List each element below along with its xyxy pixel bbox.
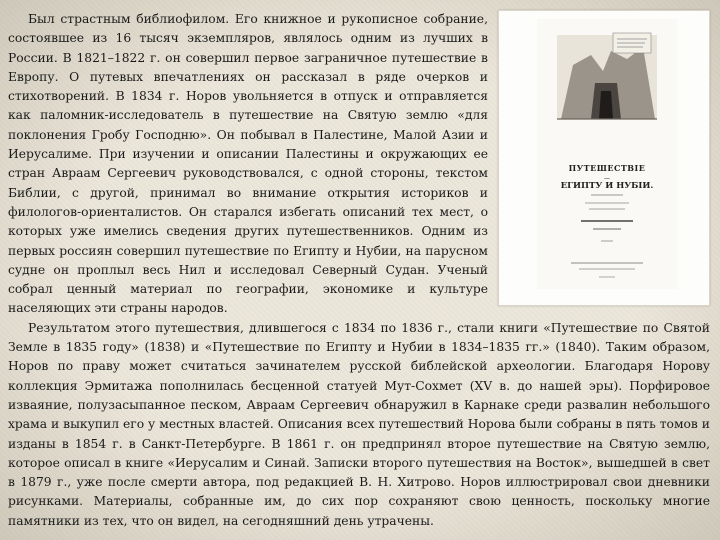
frontispiece-illustration (551, 25, 663, 125)
book-title-line1: ПУТЕШЕСТВІЕ (568, 163, 646, 173)
body-text (8, 10, 710, 531)
paragraph-1: Был страстным библиофилом. Его книжное и рукописное собрание, состоявшее из 16 тысяч экземпляров, являлось одним из лучших в России. В 1821–1822 г. он совершил первое заграничное путешествие в Европу. О путевых впечатлениях он рассказал в ряде очерков и стихотворений. В 1834 г. Норов увольняется в отпуск и отправляется как паломник-исследователь в путешествие на Святую землю «для поклонения Гробу Господню». Он побывал в Палестине, Малой Азии и Иерусалиме. При изучении и описании Палестины и окружающих ее стран Авраам Сергеевич руководствовался, с одной стороны, текстом Библии, с другой, принимал во внимание открытия историков и филологов-ориенталистов. Он старался избегать описаний тех мест, о которых уже имелись сведения других путешественников. Одним из первых россиян совершил путешествие по Египту и Нубии, на парусном судне он проплыл весь Нил и исследовал Северный Судан. Ученый собрал ценный материал по географии, экономике и культуре населяющих эти страны народов. (8, 12, 488, 316)
book-title-small: — (604, 175, 610, 182)
title-page-text-lines (551, 191, 663, 281)
paragraph-2: Результатом этого путешествия, длившегося с 1834 по 1836 г., стали книги «Путешествие по Святой Земле в 1835 году» (1838) и «Путешествие по Египту и Нубии в 1834–1835 гг.» (1840). Таким образом, Норов по праву может считаться зачинателем русской библейской археологии. Благодаря Норову коллекция Эрмитажа пополнилась бесценной статуей Мут-Сохмет (XV в. до нашей эры). Порфировое изваяние, полузасыпанное песком, Авраам Сергеевич обнаружил в Карнаке среди развалин небольшого храма и выкупил его у местных властей. Описания всех путешествий Норова были собраны в пять томов и изданы в 1854 г. в Санкт-Петербурге. В 1861 г. он предпринял второе путешествие на Святую землю, которое описал в книге «Иерусалим и Синай. Записки второго путешествия на Восток», вышедшей в свет в 1879 г., уже после смерти автора, под редакцией В. Н. Хитрово. Норов иллюстрировал свои дневники рисунками. Материалы, собранные им, до сих пор сохраняют свою ценность, поскольку многие памятники из тех, что он видел, на сегодняшний день утрачены. (8, 320, 710, 528)
book-title-line2: ЕГИПТУ И НУБІИ. (560, 181, 654, 191)
book-title-page-image (498, 10, 710, 306)
book-page (537, 19, 677, 289)
